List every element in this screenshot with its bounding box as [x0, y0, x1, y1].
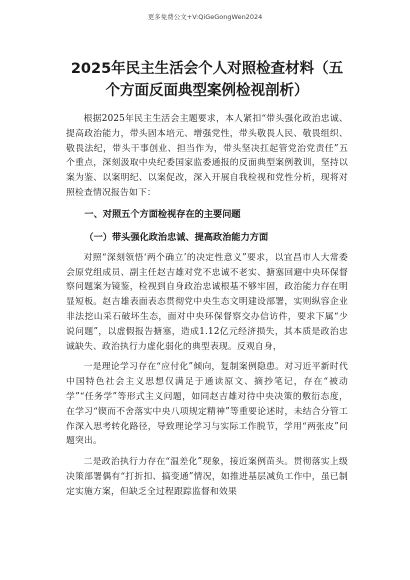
header-note: 更多免费公文+V:QiGeGongWen2024 [147, 13, 263, 21]
subsection-heading: （一）带头强化政治忠诚、提高政治能力方面 [84, 231, 269, 243]
section-heading: 一、对照五个方面检视存在的主要问题 [84, 208, 241, 220]
intro-paragraph: 根据2025年民主生活会主题要求，本人紧扣“带头强化政治忠诚、提高政治能力，带头固本培元、增强党性，带头敬畏人民、敬畏组织、敬畏法纪，带头干事创业、担当作为，带头坚决扛起管党治党责任”五个重点，深刻汲取中央纪委国家监委通报的反面典型案例教训，坚持以案为鉴、以案明纪、以案促改，深入开展自我检视和党性分析，现将对照检查情况报告如下： [66, 114, 348, 198]
document-title: 2025年民主生活会个人对照检查材料（五个方面反面典型案例检视剖析） [70, 61, 344, 99]
body-paragraph-2: 一是理论学习存在“应付化”倾向，复制案例隐患。对习近平新时代中国特色社会主义思想仅满足于通读原文、摘抄笔记，存在“被动学”“任务学”等形式主义问题，如同赵吉雄对待中央决策的敷衍态度，在学习“锲而不舍落实中央八项规定精神”等重要论述时，未结合分管工作深入思考转化路径，导致理论学习与实际工作脱节，学用“两张皮”问题突出。 [66, 362, 348, 447]
body-paragraph-1: 对照“深刻领悟‘两个确立’的决定性意义”要求，以宜昌市人大常委会原党组成员、副主任赵吉雄对党不忠诚不老实、搪塞回避中央环保督察问题案为镜鉴，检视到自身政治忠诚根基不够牢固，政治能力存在明显短板。赵吉雄表面表态贯彻党中央生态文明建设部署，实则纵容企业非法挖山采石破坏生态，面对中央环保督察交办信访件，要求下属“少说问题”，以虚假报告搪塞，造成1.12亿元经济损失，其本质是政治忠诚缺失、政治执行力虚化弱化的典型表现。反观自身， [66, 252, 348, 352]
document-page [66, 58, 348, 506]
body-paragraph-3: 二是政治执行力存在“温差化”现象，接近案例苗头。贯彻落实上级决策部署偶有“打折扣、搞变通”情况，如推进基层减负工作中，虽已制定实施方案，但缺乏全过程跟踪监督和效果 [66, 457, 348, 497]
